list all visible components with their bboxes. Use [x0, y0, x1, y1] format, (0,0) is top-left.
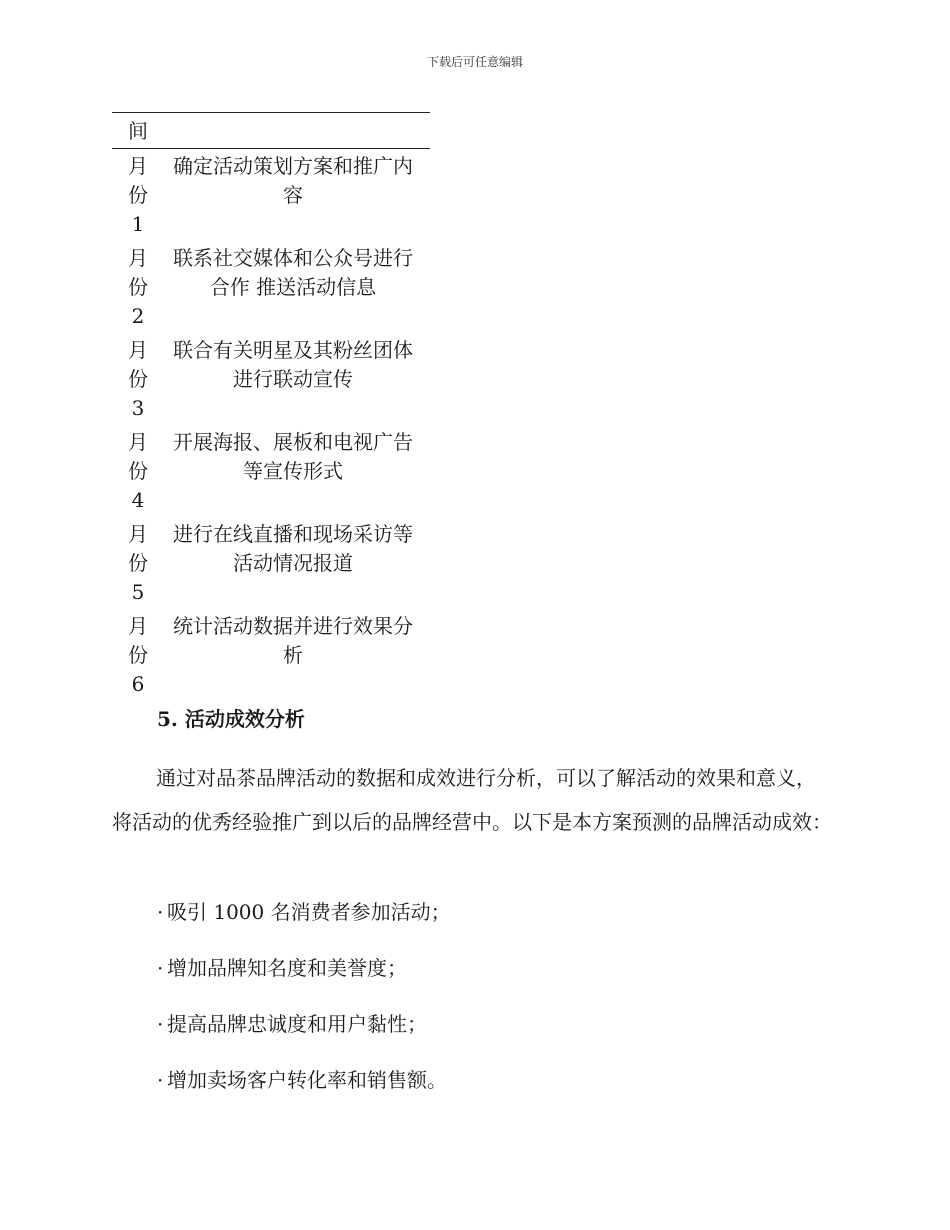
- bullet-dot: ·: [157, 900, 164, 924]
- month-cell: 月 份 4: [128, 430, 148, 512]
- month-cell: 月 份 5: [128, 522, 148, 604]
- table-header-time: 间: [112, 113, 164, 149]
- schedule-table: [112, 112, 430, 701]
- section-title: 5. 活动成效分析: [157, 707, 305, 731]
- table-header-content: [164, 113, 430, 149]
- list-item: · 提高品牌忠诚度和用户黏性；: [157, 1002, 451, 1058]
- bullet-dot: ·: [157, 956, 164, 980]
- section-paragraph: 通过对品茶品牌活动的数据和成效进行分析，可以了解活动的效果和意义，将活动的优秀经验推广到以后的品牌经营中。以下是本方案预测的品牌活动成效：: [112, 766, 832, 834]
- content-cell: 开展海报、展板和电视广告等宣传形式: [173, 430, 413, 483]
- content-cell: 确定活动策划方案和推广内容: [173, 154, 413, 207]
- table-row: [112, 609, 430, 701]
- content-cell: 统计活动数据并进行效果分析: [173, 614, 413, 667]
- list-item: · 吸引 1000 名消费者参加活动；: [157, 890, 451, 946]
- table-row: [112, 333, 430, 425]
- table-row: [112, 517, 430, 609]
- month-cell: 月 份 6: [128, 614, 148, 696]
- bullet-dot: ·: [157, 1012, 164, 1036]
- page-header: 下载后可任意编辑: [426, 55, 523, 69]
- bullet-dot: ·: [157, 1068, 164, 1092]
- month-cell: 月 份 3: [128, 338, 148, 420]
- list-item: · 增加品牌知名度和美誉度；: [157, 946, 451, 1002]
- table-row: [112, 425, 430, 517]
- list-item: · 增加卖场客户转化率和销售额。: [157, 1058, 451, 1114]
- month-cell: 月 份 2: [128, 246, 148, 328]
- content-cell: 联系社交媒体和公众号进行合作 推送活动信息: [173, 246, 413, 299]
- content-cell: 联合有关明星及其粉丝团体进行联动宣传: [173, 338, 413, 391]
- table-row: [112, 241, 430, 333]
- outcome-list: [157, 890, 451, 1114]
- table-row: [112, 149, 430, 242]
- content-cell: 进行在线直播和现场采访等活动情况报道: [173, 522, 413, 575]
- table-header-row: [112, 113, 430, 149]
- month-cell: 月 份 1: [128, 154, 148, 236]
